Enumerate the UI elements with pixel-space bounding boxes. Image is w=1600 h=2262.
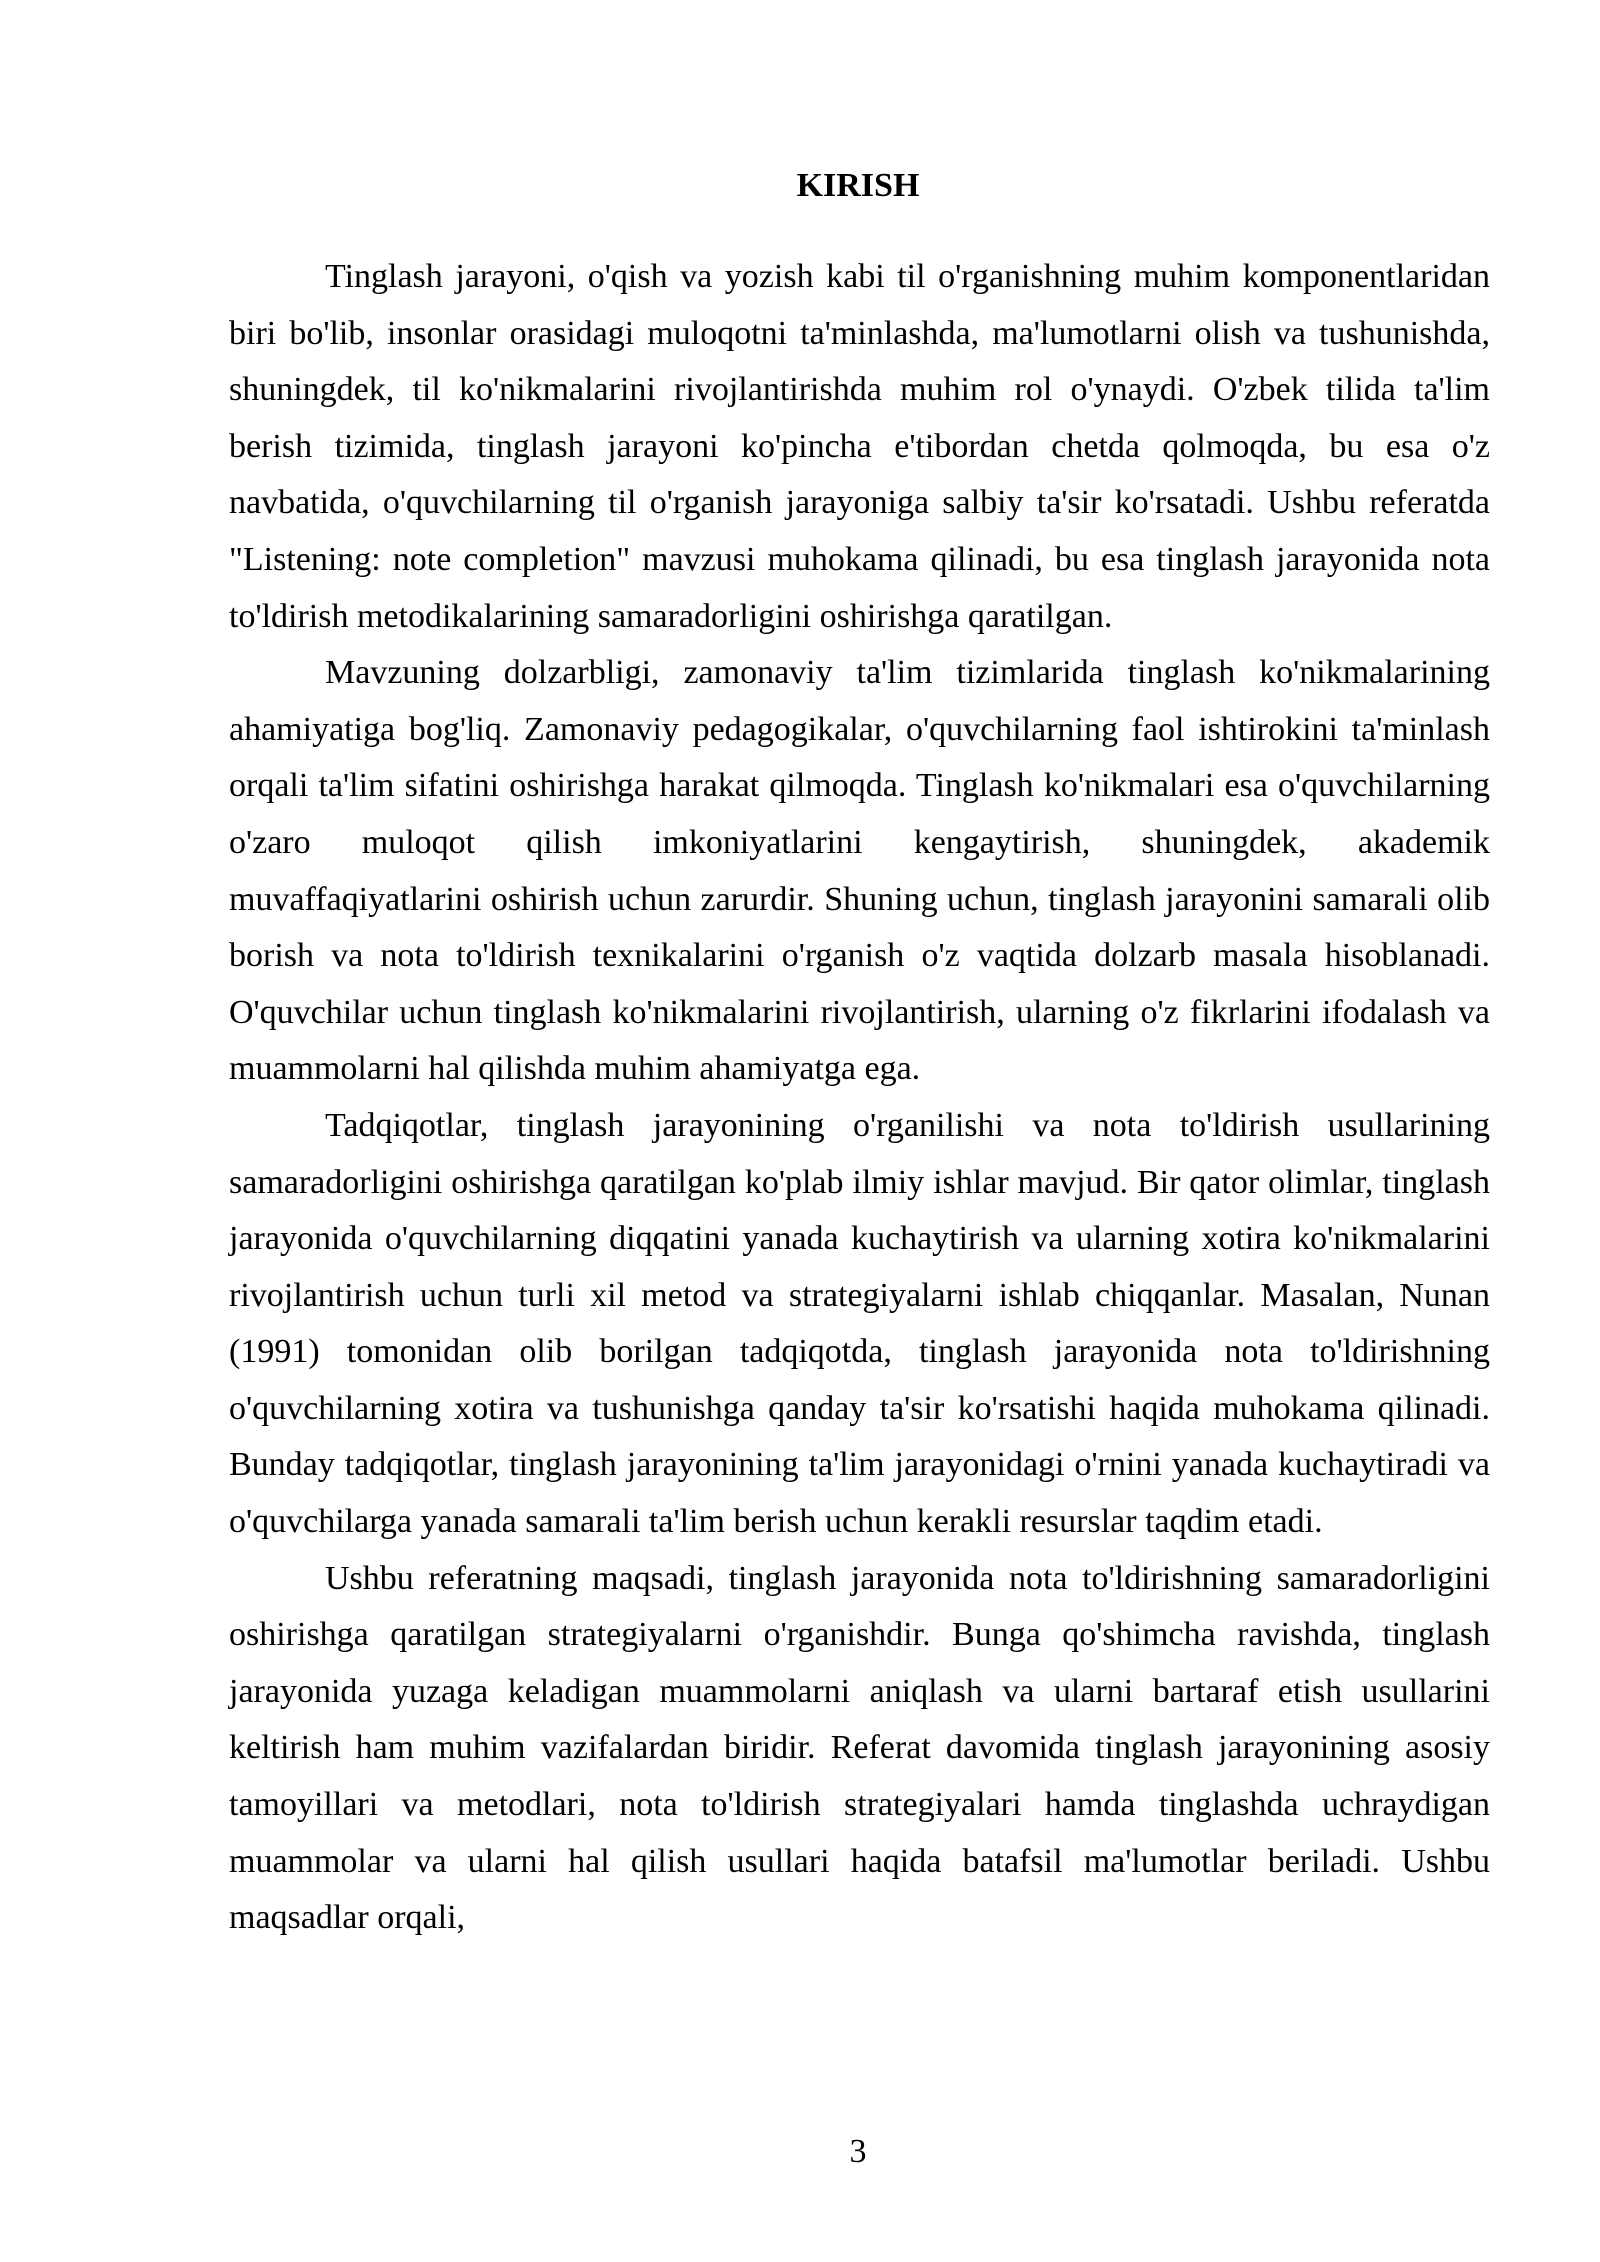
page-number: 3	[849, 2133, 867, 2170]
paragraph-4: Ushbu referatning maqsadi, tinglash jarayonida nota to'ldirishning samaradorligini oshirishga qaratilgan strategiyalarni o'rganishdir. Bunga qo'shimcha ravishda, tinglash jarayonida yuzaga keladigan muammolarni aniqlash va ularni bartaraf etish usullarini keltirish ham muhim vazifalardan biridir. Referat davomida tinglash jarayonining asosiy tamoyillari va metodlari, nota to'ldirish strategiyalari hamda tinglashda uchraydigan muammolar va ularni hal qilish usullari haqida batafsil ma'lumotlar beriladi. Ushbu maqsadlar orqali,	[229, 1559, 1490, 1937]
body-text	[229, 249, 1490, 1947]
paragraph-3: Tadqiqotlar, tinglash jarayonining o'rganilishi va nota to'ldirish usullarining samaradorligini oshirishga qaratilgan ko'plab ilmiy ishlar mavjud. Bir qator olimlar, tinglash jarayonida o'quvchilarning diqqatini yanada kuchaytirish va ularning xotira ko'nikmalarini rivojlantirish uchun turli xil metod va strategiyalarni ishlab chiqqanlar. Masalan, Nunan (1991) tomonidan olib borilgan tadqiqotda, tinglash jarayonida nota to'ldirishning o'quvchilarning xotira va tushunishga qanday ta'sir ko'rsatishi haqida muhokama qilinadi. Bunday tadqiqotlar, tinglash jarayonining ta'lim jarayonidagi o'rnini yanada kuchaytiradi va o'quvchilarga yanada samarali ta'lim berish uchun kerakli resurslar taqdim etadi.	[229, 1106, 1490, 1541]
paragraph-1: Tinglash jarayoni, o'qish va yozish kabi til o'rganishning muhim komponentlaridan biri bo'lib, insonlar orasidagi muloqotni ta'minlashda, ma'lumotlarni olish va tushunishda, shuningdek, til ko'nikmalarini rivojlantirishda muhim rol o'ynaydi. O'zbek tilida ta'lim berish tizimida, tinglash jarayoni ko'pincha e'tibordan chetda qolmoqda, bu esa o'z navbatida, o'quvchilarning til o'rganish jarayoniga salbiy ta'sir ko'rsatadi. Ushbu referatda "Listening: note completion" mavzusi muhokama qilinadi, bu esa tinglash jarayonida nota to'ldirish metodikalarining samaradorligini oshirishga qaratilgan.	[229, 258, 1490, 635]
paragraph-2: Mavzuning dolzarbligi, zamonaviy ta'lim tizimlarida tinglash ko'nikmalarining ahamiyatiga bog'liq. Zamonaviy pedagogikalar, o'quvchilarning faol ishtirokini ta'minlash orqali ta'lim sifatini oshirishga harakat qilmoqda. Tinglash ko'nikmalari esa o'quvchilarning o'zaro muloqot qilish imkoniyatlarini kengaytirish, shuningdek, akademik muvaffaqiyatlarini oshirish uchun zarurdir. Shuning uchun, tinglash jarayonini samarali olib borish va nota to'ldirish texnikalarini o'rganish o'z vaqtida dolzarb masala hisoblanadi. O'quvchilar uchun tinglash ko'nikmalarini rivojlantirish, ularning o'z fikrlarini ifodalash va muammolarni hal qilishda muhim ahamiyatga ega.	[229, 654, 1490, 1088]
section-heading: KIRISH	[796, 167, 920, 204]
